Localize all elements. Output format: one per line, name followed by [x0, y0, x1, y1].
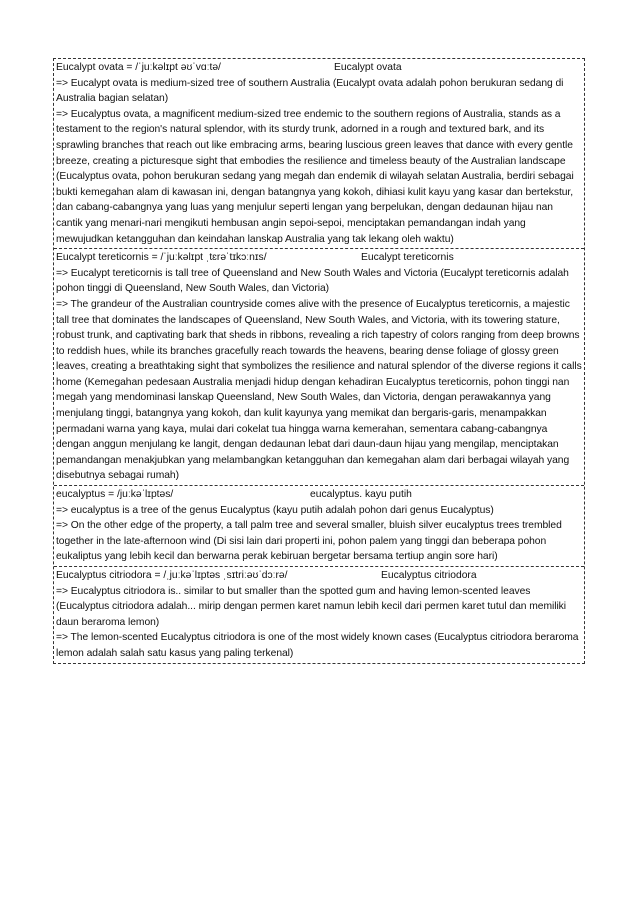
entry-eucalyptus	[54, 486, 584, 567]
entry-label: Eucalypt tereticornis	[361, 252, 454, 264]
entry-label: eucalyptus. kayu putih	[310, 489, 412, 501]
entry-example: => The grandeur of the Australian countryside comes alive with the presence of Eucalyptus tereticornis, a majestic tall tree that dominates the landscapes of Queensland, New South Wales, and Victoria, with its towering stature, robust trunk, and captivating bark that sheds in ribbons, revealing a rich tapestry of colors ranging from deep browns to reddish hues, while its branches gracefully reach towards the heavens, bearing dense foliage of glossy green leaves, creating a breathtaking sight that symbolizes the resilience and natural splendor of the diverse regions it calls home (Kemegahan pedesaan Australia menjadi hidup dengan kehadiran Eucalyptus tereticornis, pohon tinggi nan megah yang mendominasi lanskap Queensland, New South Wales, dan Victoria, dengan perawakannya yang menjulang tinggi, batangnya yang kokoh, dan kulit kayunya yang memikat dan bergaris-garis, menampakkan permadani warna yang kaya, mulai dari cokelat tua hingga warna kemerahan, sementara cabang-cabangnya dengan anggun menjulang ke langit, dengan dedaunan lebat dari daun-daun hijau yang mengilap, menciptakan pemandangan menakjubkan yang melambangkan ketangguhan dan kemegahan alam dari berbagai wilayah yang disebutnya sebagai rumah)	[56, 298, 582, 482]
entry-term: Eucalyptus citriodora = /ˌjuːkəˈlɪptəs ˌsɪtriːəʊˈdɔːrə/	[56, 570, 288, 581]
entry-label: Eucalyptus citriodora	[381, 570, 477, 581]
entry-eucalypt-tereticornis	[54, 249, 584, 486]
entry-eucalyptus-citriodora	[54, 567, 584, 663]
entry-definition: => eucalyptus is a tree of the genus Eucalyptus (kayu putih adalah pohon dari genus Eucalyptus)	[56, 504, 494, 516]
entry-example: => The lemon-scented Eucalyptus citriodora is one of the most widely known cases (Eucalyptus citriodora beraroma lemon adalah salah satu kasus yang paling terkenal)	[56, 632, 579, 659]
entry-definition: => Eucalypt ovata is medium-sized tree of southern Australia (Eucalypt ovata adalah pohon berukuran sedang di Australia bagian selatan)	[56, 77, 564, 105]
entry-example: => Eucalyptus ovata, a magnificent medium-sized tree endemic to the southern regions of Australia, stands as a testament to the region's natural splendor, with its sturdy trunk, adorned in a rough and textured bark, and its sprawling branches that reach out like embracing arms, bearing luscious green leaves that dance with every gentle breeze, creating a picturesque sight that embodies the resilience and timeless beauty of the Australian landscape (Eucalyptus ovata, pohon berukuran sedang yang megah dan endemik di wilayah selatan Australia, berdiri sebagai bukti kemegahan alam di kawasan ini, dengan batangnya yang kokoh, dihiasi kulit kayu yang kasar dan bertekstur, dan cabang-cabangnya yang luas yang menjulur seperti lengan yang berpelukan, dengan dedaunan hijau nan cantik yang menari-nari mengikuti hembusan angin sepoi-sepoi, menciptakan pemandangan indah yang mewujudkan ketangguhan dan keindahan lanskap Australia yang tak lekang oleh waktu)	[56, 108, 574, 245]
entry-eucalypt-ovata	[54, 59, 584, 249]
entry-term: Eucalypt ovata = /ˈjuːkəlɪpt əʊˈvɑːtə/	[56, 62, 221, 73]
entry-label: Eucalypt ovata	[334, 62, 402, 73]
entry-definition: => Eucalypt tereticornis is tall tree of Queensland and New South Wales and Victoria (Eucalypt tereticornis adalah pohon tinggi di Queensland, New South Wales, dan Victoria)	[56, 267, 569, 295]
entry-term: Eucalypt tereticornis = /ˈjuːkəlɪpt ˌtɛrəˈtɪkɔːnɪs/	[56, 252, 267, 264]
entry-example: => On the other edge of the property, a tall palm tree and several smaller, bluish silver eucalyptus trees trembled together in the late-afternoon wind (Di sisi lain dari properti ini, pohon palem yang tinggi dan beberapa pohon eukaliptus yang lebih kecil dan berwarna perak kebiruan bergetar bersama tertiup angin sore hari)	[56, 520, 562, 563]
vocabulary-table	[53, 58, 585, 664]
entry-definition: => Eucalyptus citriodora is.. similar to but smaller than the spotted gum and having lemon-scented leaves (Eucalyptus citriodora adalah... mirip dengan permen karet namun lebih kecil dari permen karet tutul dan memiliki daun beraroma lemon)	[56, 585, 567, 628]
entry-term: eucalyptus = /juːkəˈlɪptəs/	[56, 489, 174, 501]
